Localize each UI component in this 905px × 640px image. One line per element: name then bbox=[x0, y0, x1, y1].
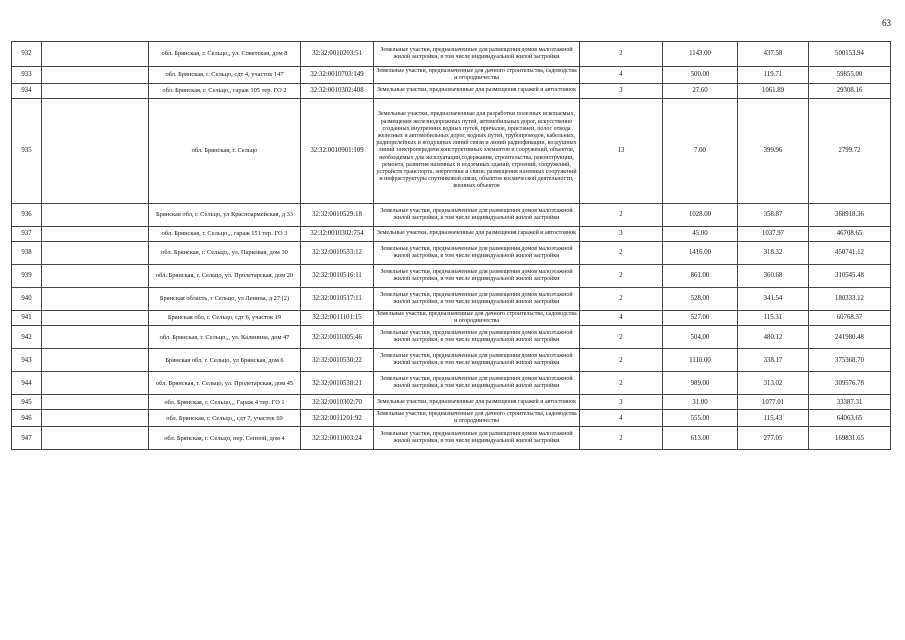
row-number-cell: 937 bbox=[12, 227, 42, 242]
cadastral-value-cell: 241980.48 bbox=[809, 326, 891, 349]
area-cell: 504.00 bbox=[663, 326, 738, 349]
area-cell: 1143.00 bbox=[663, 42, 738, 67]
address-cell: Брянская обл, г. Сельцо, ул Брянская, дом 6 bbox=[149, 349, 301, 372]
area-cell: 500.00 bbox=[663, 67, 738, 84]
page-number: 63 bbox=[882, 18, 891, 28]
table-row bbox=[12, 204, 891, 227]
cadastral-number-cell: 32:32:0010530:22 bbox=[301, 349, 374, 372]
address-cell: обл. Брянская, г. Сельцо, сдт 4, участок 147 bbox=[149, 67, 301, 84]
group-cell: 2 bbox=[580, 265, 663, 288]
area-cell: 27.60 bbox=[663, 84, 738, 99]
row-number-cell: 939 bbox=[12, 265, 42, 288]
address-cell: обл. Брянская, г. Сельцо,,, гараж 151 тер. ГО 3 bbox=[149, 227, 301, 242]
specific-value-cell: 437.58 bbox=[738, 42, 809, 67]
cadastral-number-cell: 32:32:0010302:70 bbox=[301, 395, 374, 410]
area-cell: 861.00 bbox=[663, 265, 738, 288]
spacer-cell bbox=[42, 204, 149, 227]
address-cell: Брянская область, г Сельцо, ул Ленина, д 27 (2) bbox=[149, 288, 301, 311]
address-cell: обл. Брянская, г. Сельцо,, ул. Советская, дом 8 bbox=[149, 42, 301, 67]
row-number-cell: 933 bbox=[12, 67, 42, 84]
cadastral-value-cell: 59855.00 bbox=[809, 67, 891, 84]
land-use-cell: Земельные участки, предназначенные для размещения гаражей и автостоянок bbox=[374, 84, 580, 99]
land-use-cell: Земельные участки, предназначенные для дачного строительства, садоводства и огородничества bbox=[374, 311, 580, 326]
address-cell: обл. Брянская, г. Сельцо, пер. Сенной, дом 4 bbox=[149, 427, 301, 450]
spacer-cell bbox=[42, 311, 149, 326]
land-use-cell: Земельные участки, предназначенные для размещения домов малоэтажной жилой застройки, в том числе индивидуальной жилой застройки bbox=[374, 265, 580, 288]
specific-value-cell: 115.43 bbox=[738, 410, 809, 427]
specific-value-cell: 338.17 bbox=[738, 349, 809, 372]
group-cell: 3 bbox=[580, 395, 663, 410]
area-cell: 527.00 bbox=[663, 311, 738, 326]
group-cell: 4 bbox=[580, 311, 663, 326]
row-number-cell: 938 bbox=[12, 242, 42, 265]
specific-value-cell: 341.54 bbox=[738, 288, 809, 311]
specific-value-cell: 277.05 bbox=[738, 427, 809, 450]
cadastral-number-cell: 32:32:0011201:92 bbox=[301, 410, 374, 427]
cadastral-number-cell: 32:32:0010517:11 bbox=[301, 288, 374, 311]
cadastral-number-cell: 32:32:0010203:51 bbox=[301, 42, 374, 67]
group-cell: 4 bbox=[580, 67, 663, 84]
table-row bbox=[12, 311, 891, 326]
group-cell: 13 bbox=[580, 99, 663, 204]
table-row bbox=[12, 349, 891, 372]
cadastral-number-cell: 32:32:0010538:21 bbox=[301, 372, 374, 395]
cadastral-value-cell: 46708.65 bbox=[809, 227, 891, 242]
cadastral-number-cell: 32:32:0010305:46 bbox=[301, 326, 374, 349]
row-number-cell: 943 bbox=[12, 349, 42, 372]
area-cell: 31.00 bbox=[663, 395, 738, 410]
address-cell: обл. Брянская, г. Сельцо,,, Гараж 4 тер. ГО 1 bbox=[149, 395, 301, 410]
cadastral-number-cell: 32:32:0010529:18 bbox=[301, 204, 374, 227]
row-number-cell: 941 bbox=[12, 311, 42, 326]
row-number-cell: 945 bbox=[12, 395, 42, 410]
cadastral-value-cell: 375368.70 bbox=[809, 349, 891, 372]
spacer-cell bbox=[42, 67, 149, 84]
cadastral-value-cell: 169831.65 bbox=[809, 427, 891, 450]
spacer-cell bbox=[42, 242, 149, 265]
group-cell: 3 bbox=[580, 84, 663, 99]
cadastral-number-cell: 32:32:0010703:149 bbox=[301, 67, 374, 84]
group-cell: 2 bbox=[580, 372, 663, 395]
table-row bbox=[12, 42, 891, 67]
cadastral-value-cell: 368918.36 bbox=[809, 204, 891, 227]
group-cell: 4 bbox=[580, 410, 663, 427]
row-number-cell: 932 bbox=[12, 42, 42, 67]
table-row bbox=[12, 372, 891, 395]
area-cell: 1110.00 bbox=[663, 349, 738, 372]
group-cell: 2 bbox=[580, 42, 663, 67]
address-cell: обл. Брянская, г. Сельцо,,, ул. Калинина, дом 47 bbox=[149, 326, 301, 349]
row-number-cell: 942 bbox=[12, 326, 42, 349]
cadastral-value-cell: 500153.94 bbox=[809, 42, 891, 67]
group-cell: 2 bbox=[580, 204, 663, 227]
specific-value-cell: 1077.01 bbox=[738, 395, 809, 410]
cadastral-value-cell: 2799.72 bbox=[809, 99, 891, 204]
cadastral-number-cell: 32:32:0011101:15 bbox=[301, 311, 374, 326]
row-number-cell: 946 bbox=[12, 410, 42, 427]
table-row bbox=[12, 67, 891, 84]
land-use-cell: Земельные участки, предназначенные для размещения домов малоэтажной жилой застройки, в том числе индивидуальной жилой застройки bbox=[374, 372, 580, 395]
group-cell: 3 bbox=[580, 227, 663, 242]
spacer-cell bbox=[42, 395, 149, 410]
spacer-cell bbox=[42, 427, 149, 450]
land-use-cell: Земельные участки, предназначенные для размещения домов малоэтажной жилой застройки, в том числе индивидуальной жилой застройки bbox=[374, 427, 580, 450]
cadastral-number-cell: 32:32:0010516:11 bbox=[301, 265, 374, 288]
area-cell: 989.00 bbox=[663, 372, 738, 395]
land-use-cell: Земельные участки, предназначенные для размещения домов малоэтажной жилой застройки, в том числе индивидуальной жилой застройки bbox=[374, 326, 580, 349]
group-cell: 2 bbox=[580, 242, 663, 265]
land-use-cell: Земельные участки, предназначенные для размещения гаражей и автостоянок bbox=[374, 395, 580, 410]
table-row bbox=[12, 395, 891, 410]
spacer-cell bbox=[42, 227, 149, 242]
area-cell: 1028.00 bbox=[663, 204, 738, 227]
group-cell: 2 bbox=[580, 288, 663, 311]
address-cell: Брянская обл, г. Сельцо, ул Красноармейская, д 33 bbox=[149, 204, 301, 227]
cadastral-value-cell: 29308.16 bbox=[809, 84, 891, 99]
land-use-cell: Земельные участки, предназначенные для размещения домов малоэтажной жилой застройки, в том числе индивидуальной жилой застройки bbox=[374, 204, 580, 227]
spacer-cell bbox=[42, 288, 149, 311]
land-use-cell: Земельные участки, предназначенные для разработки полезных ископаемых, размещения железнодорожных путей, автомобильных дорог, искусственно созданных внутренних водных путей, причалов, пристаней, полос отвода железных и автомобильных дорог, водных путей, трубопроводов, кабельных, радиорелейных и воздушных линий связи и линий радиофикации, воздушных линий электропередачи конструктивных элементов и сооружений, объектов, необходимых для эксплуатации,содержания, строительства, реконструкции, ремонта, развития наземных и подземных зданий, строений, сооружений, устройств транспорта, энергетики и связи; размещения наземных сооружений и инфраструктуры спутниковой связи, объектов космической деятельности, военных объектов bbox=[374, 99, 580, 204]
specific-value-cell: 1037.97 bbox=[738, 227, 809, 242]
land-use-cell: Земельные участки, предназначенные для размещения домов малоэтажной жилой застройки, в том числе индивидуальной жилой застройки bbox=[374, 288, 580, 311]
land-use-cell: Земельные участки, предназначенные для размещения домов малоэтажной жилой застройки, в том числе индивидуальной жилой застройки bbox=[374, 242, 580, 265]
spacer-cell bbox=[42, 84, 149, 99]
table-row bbox=[12, 288, 891, 311]
specific-value-cell: 115.31 bbox=[738, 311, 809, 326]
table-row bbox=[12, 410, 891, 427]
area-cell: 555.00 bbox=[663, 410, 738, 427]
specific-value-cell: 1061.89 bbox=[738, 84, 809, 99]
area-cell: 45.00 bbox=[663, 227, 738, 242]
table-row bbox=[12, 227, 891, 242]
table-row bbox=[12, 427, 891, 450]
address-cell: обл. Брянская, г. Сельцо,, гараж 105 тер. ГО 2 bbox=[149, 84, 301, 99]
address-cell: обл. Брянская, г. Сельцо, ул. Пролетарская, дом 20 bbox=[149, 265, 301, 288]
cadastral-value-cell: 33387.31 bbox=[809, 395, 891, 410]
group-cell: 2 bbox=[580, 326, 663, 349]
cadastral-value-cell: 64063.65 bbox=[809, 410, 891, 427]
spacer-cell bbox=[42, 326, 149, 349]
group-cell: 2 bbox=[580, 427, 663, 450]
cadastral-value-cell: 309576.78 bbox=[809, 372, 891, 395]
area-cell: 7.00 bbox=[663, 99, 738, 204]
address-cell: обл. Брянская, г. Сельцо,, сдт 7, участок 69 bbox=[149, 410, 301, 427]
cadastral-value-cell: 310545.48 bbox=[809, 265, 891, 288]
land-use-cell: Земельные участки, предназначенные для дачного строительства, садоводства и огородничества bbox=[374, 410, 580, 427]
specific-value-cell: 318.32 bbox=[738, 242, 809, 265]
specific-value-cell: 360.68 bbox=[738, 265, 809, 288]
cadastral-number-cell: 32:32:0010901:109 bbox=[301, 99, 374, 204]
spacer-cell bbox=[42, 372, 149, 395]
land-use-cell: Земельные участки, предназначенные для дачного строительства, садоводства и огородничества bbox=[374, 67, 580, 84]
table-row bbox=[12, 326, 891, 349]
row-number-cell: 944 bbox=[12, 372, 42, 395]
specific-value-cell: 313.02 bbox=[738, 372, 809, 395]
cadastral-value-cell: 180333.12 bbox=[809, 288, 891, 311]
row-number-cell: 947 bbox=[12, 427, 42, 450]
specific-value-cell: 358.87 bbox=[738, 204, 809, 227]
spacer-cell bbox=[42, 349, 149, 372]
cadastral-number-cell: 32:32:0010302:754 bbox=[301, 227, 374, 242]
specific-value-cell: 119.71 bbox=[738, 67, 809, 84]
spacer-cell bbox=[42, 42, 149, 67]
spacer-cell bbox=[42, 410, 149, 427]
cadastral-number-cell: 32:32:0011003:24 bbox=[301, 427, 374, 450]
row-number-cell: 940 bbox=[12, 288, 42, 311]
table-row bbox=[12, 84, 891, 99]
table-row bbox=[12, 242, 891, 265]
table-row bbox=[12, 265, 891, 288]
cadastral-value-cell: 60768.37 bbox=[809, 311, 891, 326]
land-use-cell: Земельные участки, предназначенные для размещения домов малоэтажной жилой застройки, в том числе индивидуальной жилой застройки bbox=[374, 349, 580, 372]
address-cell: обл. Брянская, г. Сельцо,, ул. Парковая, дом 30 bbox=[149, 242, 301, 265]
row-number-cell: 935 bbox=[12, 99, 42, 204]
address-cell: обл. Брянская, г. Сельцо, ул. Пролетарская, дом 45 bbox=[149, 372, 301, 395]
row-number-cell: 936 bbox=[12, 204, 42, 227]
spacer-cell bbox=[42, 99, 149, 204]
table-row bbox=[12, 99, 891, 204]
address-cell: Брянская обл, г. Сельцо, сдт 6, участок 19 bbox=[149, 311, 301, 326]
row-number-cell: 934 bbox=[12, 84, 42, 99]
cadastral-number-cell: 32:32:0010533:12 bbox=[301, 242, 374, 265]
specific-value-cell: 399.96 bbox=[738, 99, 809, 204]
area-cell: 1416.00 bbox=[663, 242, 738, 265]
spacer-cell bbox=[42, 265, 149, 288]
specific-value-cell: 480.12 bbox=[738, 326, 809, 349]
address-cell: обл. Брянская, г. Сельцо bbox=[149, 99, 301, 204]
land-use-cell: Земельные участки, предназначенные для размещения гаражей и автостоянок bbox=[374, 227, 580, 242]
area-cell: 528.00 bbox=[663, 288, 738, 311]
group-cell: 2 bbox=[580, 349, 663, 372]
area-cell: 613.00 bbox=[663, 427, 738, 450]
land-use-cell: Земельные участки, предназначенные для размещения домов малоэтажной жилой застройки, в том числе индивидуальной жилой застройки bbox=[374, 42, 580, 67]
cadastral-number-cell: 32:32:0010302:408 bbox=[301, 84, 374, 99]
cadastral-value-table bbox=[11, 41, 891, 450]
cadastral-value-cell: 450741.12 bbox=[809, 242, 891, 265]
